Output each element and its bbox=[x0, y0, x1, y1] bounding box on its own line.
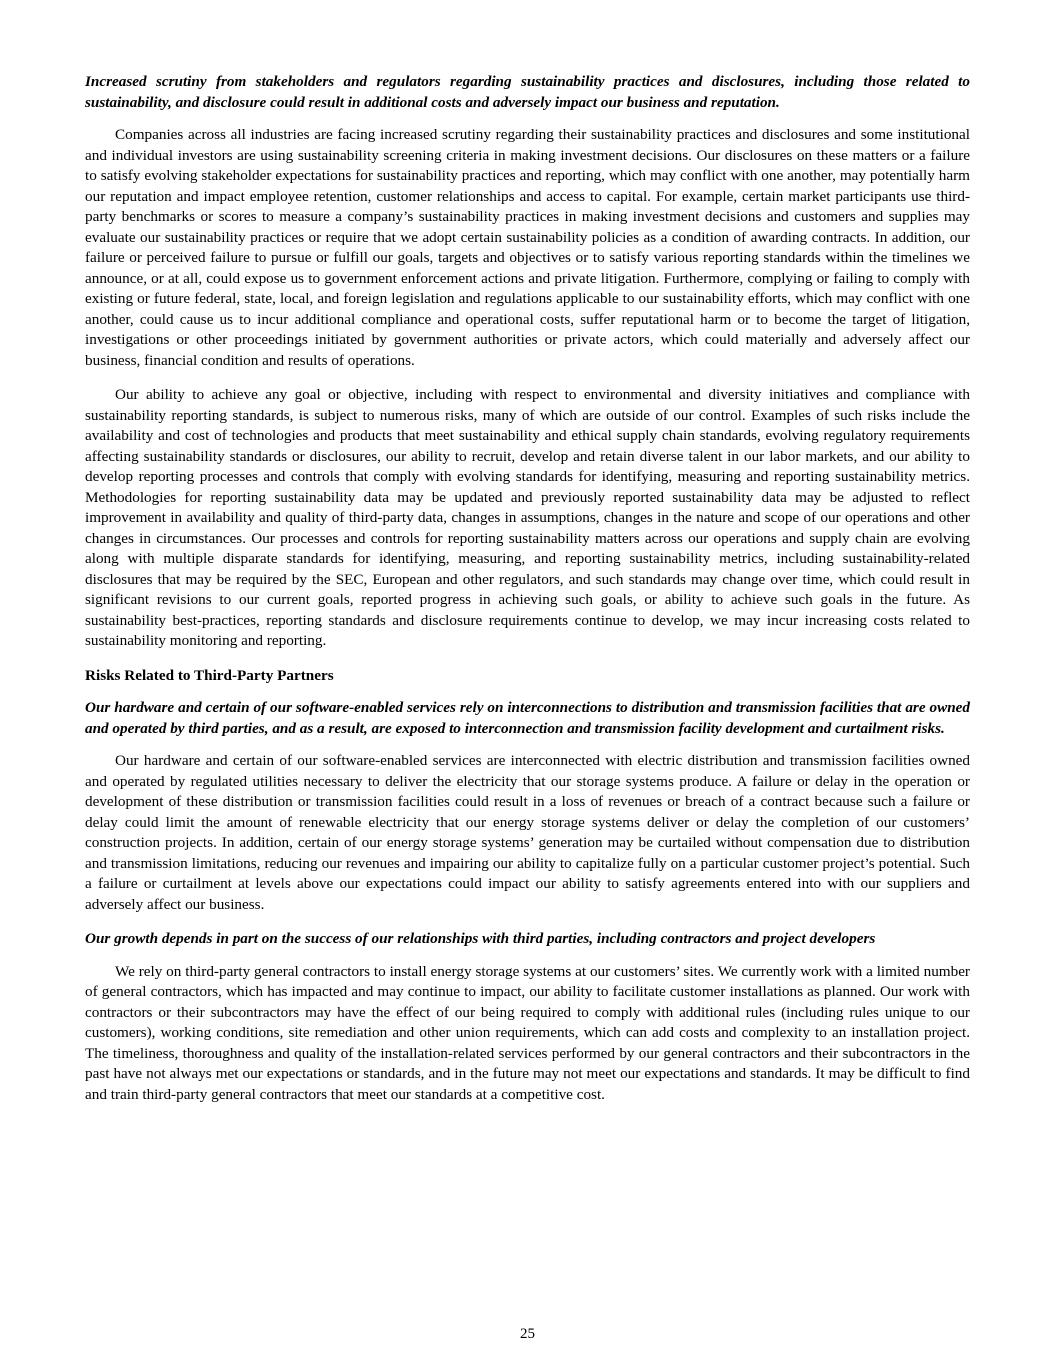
risk-heading-sustainability-scrutiny: Increased scrutiny from stakeholders and regulators regarding sustainability practices and disclosures, including those related to sustainability, and disclosure could result in additional costs and adversely impact our business and reputation. bbox=[85, 73, 970, 111]
document-content bbox=[85, 72, 970, 1119]
paragraph-sustainability-scrutiny-1: Companies across all industries are facing increased scrutiny regarding their sustainability practices and disclosures and some institutional and individual investors are using sustainability screening criteria in making investment decisions. Our disclosures on these matters or a failure to satisfy evolving stakeholder expectations for sustainability practices and reporting, which may conflict with one another, may potentially harm our reputation and impact employee retention, customer relationships and access to capital. For example, certain market participants use third-party benchmarks or scores to measure a company’s sustainability practices in making investment decisions and customers and supplies may evaluate our sustainability practices or require that we adopt certain sustainability policies as a condition of awarding contracts. In addition, our failure or perceived failure to pursue or fulfill our goals, targets and objectives or to satisfy various reporting standards within the timelines we announce, or at all, could expose us to government enforcement actions and private litigation. Furthermore, complying or failing to comply with existing or future federal, state, local, and foreign legislation and regulations applicable to our sustainability efforts, which may conflict with one another, could cause us to incur additional compliance and operational costs, suffer reputational harm or to become the target of litigation, investigations or other proceedings initiated by government authorities or private actors, which could materially and adversely affect our business, financial condition and results of operations. bbox=[85, 126, 970, 369]
paragraph-general-contractors: We rely on third-party general contractors to install energy storage systems at our customers’ sites. We currently work with a limited number of general contractors, which has impacted and may continue to impact, our ability to facilitate customer installations as planned. Our work with contractors or their subcontractors may have the effect of our being required to comply with additional rules (including rules unique to our customers), working conditions, site remediation and other union requirements, which can add costs and complexity to an installation project. The timeliness, thoroughness and quality of the installation-related services performed by our general contractors and their subcontractors in the past have not always met our expectations or standards, and in the future may not meet our expectations and standards. It may be difficult to find and train third-party general contractors that meet our standards at a competitive cost. bbox=[85, 962, 970, 1103]
paragraph-sustainability-scrutiny-2: Our ability to achieve any goal or objective, including with respect to environmental and diversity initiatives and compliance with sustainability reporting standards, is subject to numerous risks, many of which are outside of our control. Examples of such risks include the availability and cost of technologies and products that meet sustainability and ethical supply chain standards, evolving regulatory requirements affecting sustainability standards or disclosures, our ability to recruit, develop and retain diverse talent in our labor markets, and our ability to develop reporting processes and controls that comply with evolving standards for identifying, measuring and reporting sustainability metrics. Methodologies for reporting sustainability data may be updated and previously reported sustainability data may be adjusted to reflect improvement in availability and quality of third-party data, changes in assumptions, changes in the nature and scope of our operations and other changes in circumstances. Our processes and controls for reporting sustainability matters across our operations and supply chain are evolving along with multiple disparate standards for identifying, measuring, and reporting sustainability metrics, including sustainability-related disclosures that may be required by the SEC, European and other regulators, and such standards may change over time, which could result in significant revisions to our current goals, reported progress in achieving such goals, or ability to achieve such goals in the future. As sustainability best-practices, reporting standards and disclosure requirements continue to develop, we may incur increasing costs related to sustainability monitoring and reporting. bbox=[85, 386, 970, 649]
risk-heading-third-party-relationships: Our growth depends in part on the success of our relationships with third parties, including contractors and project developers bbox=[85, 930, 876, 947]
paragraph-interconnection: Our hardware and certain of our software-enabled services are interconnected with electric distribution and transmission facilities owned and operated by regulated utilities necessary to deliver the electricity that our storage systems produce. A failure or delay in the operation or development of these distribution or transmission facilities could result in a loss of revenues or breach of a contract because such a failure or delay could limit the amount of renewable electricity that our energy storage systems deliver or delay the completion of our customers’ construction projects. In addition, certain of our energy storage systems’ generation may be curtailed without compensation due to distribution and transmission limitations, reducing our revenues and impairing our ability to capitalize fully on a particular customer project’s potential. Such a failure or curtailment at levels above our expectations could impact our ability to satisfy agreements entered into with our suppliers and adversely affect our business. bbox=[85, 752, 970, 913]
page-number: 25 bbox=[520, 1326, 535, 1342]
section-heading-third-party-partners: Risks Related to Third-Party Partners bbox=[85, 666, 334, 684]
risk-heading-interconnection: Our hardware and certain of our software-enabled services rely on interconnections to distribution and transmission facilities that are owned and operated by third parties, and as a result, are exposed to interconnection and transmission facility development and curtailment risks. bbox=[85, 699, 970, 737]
